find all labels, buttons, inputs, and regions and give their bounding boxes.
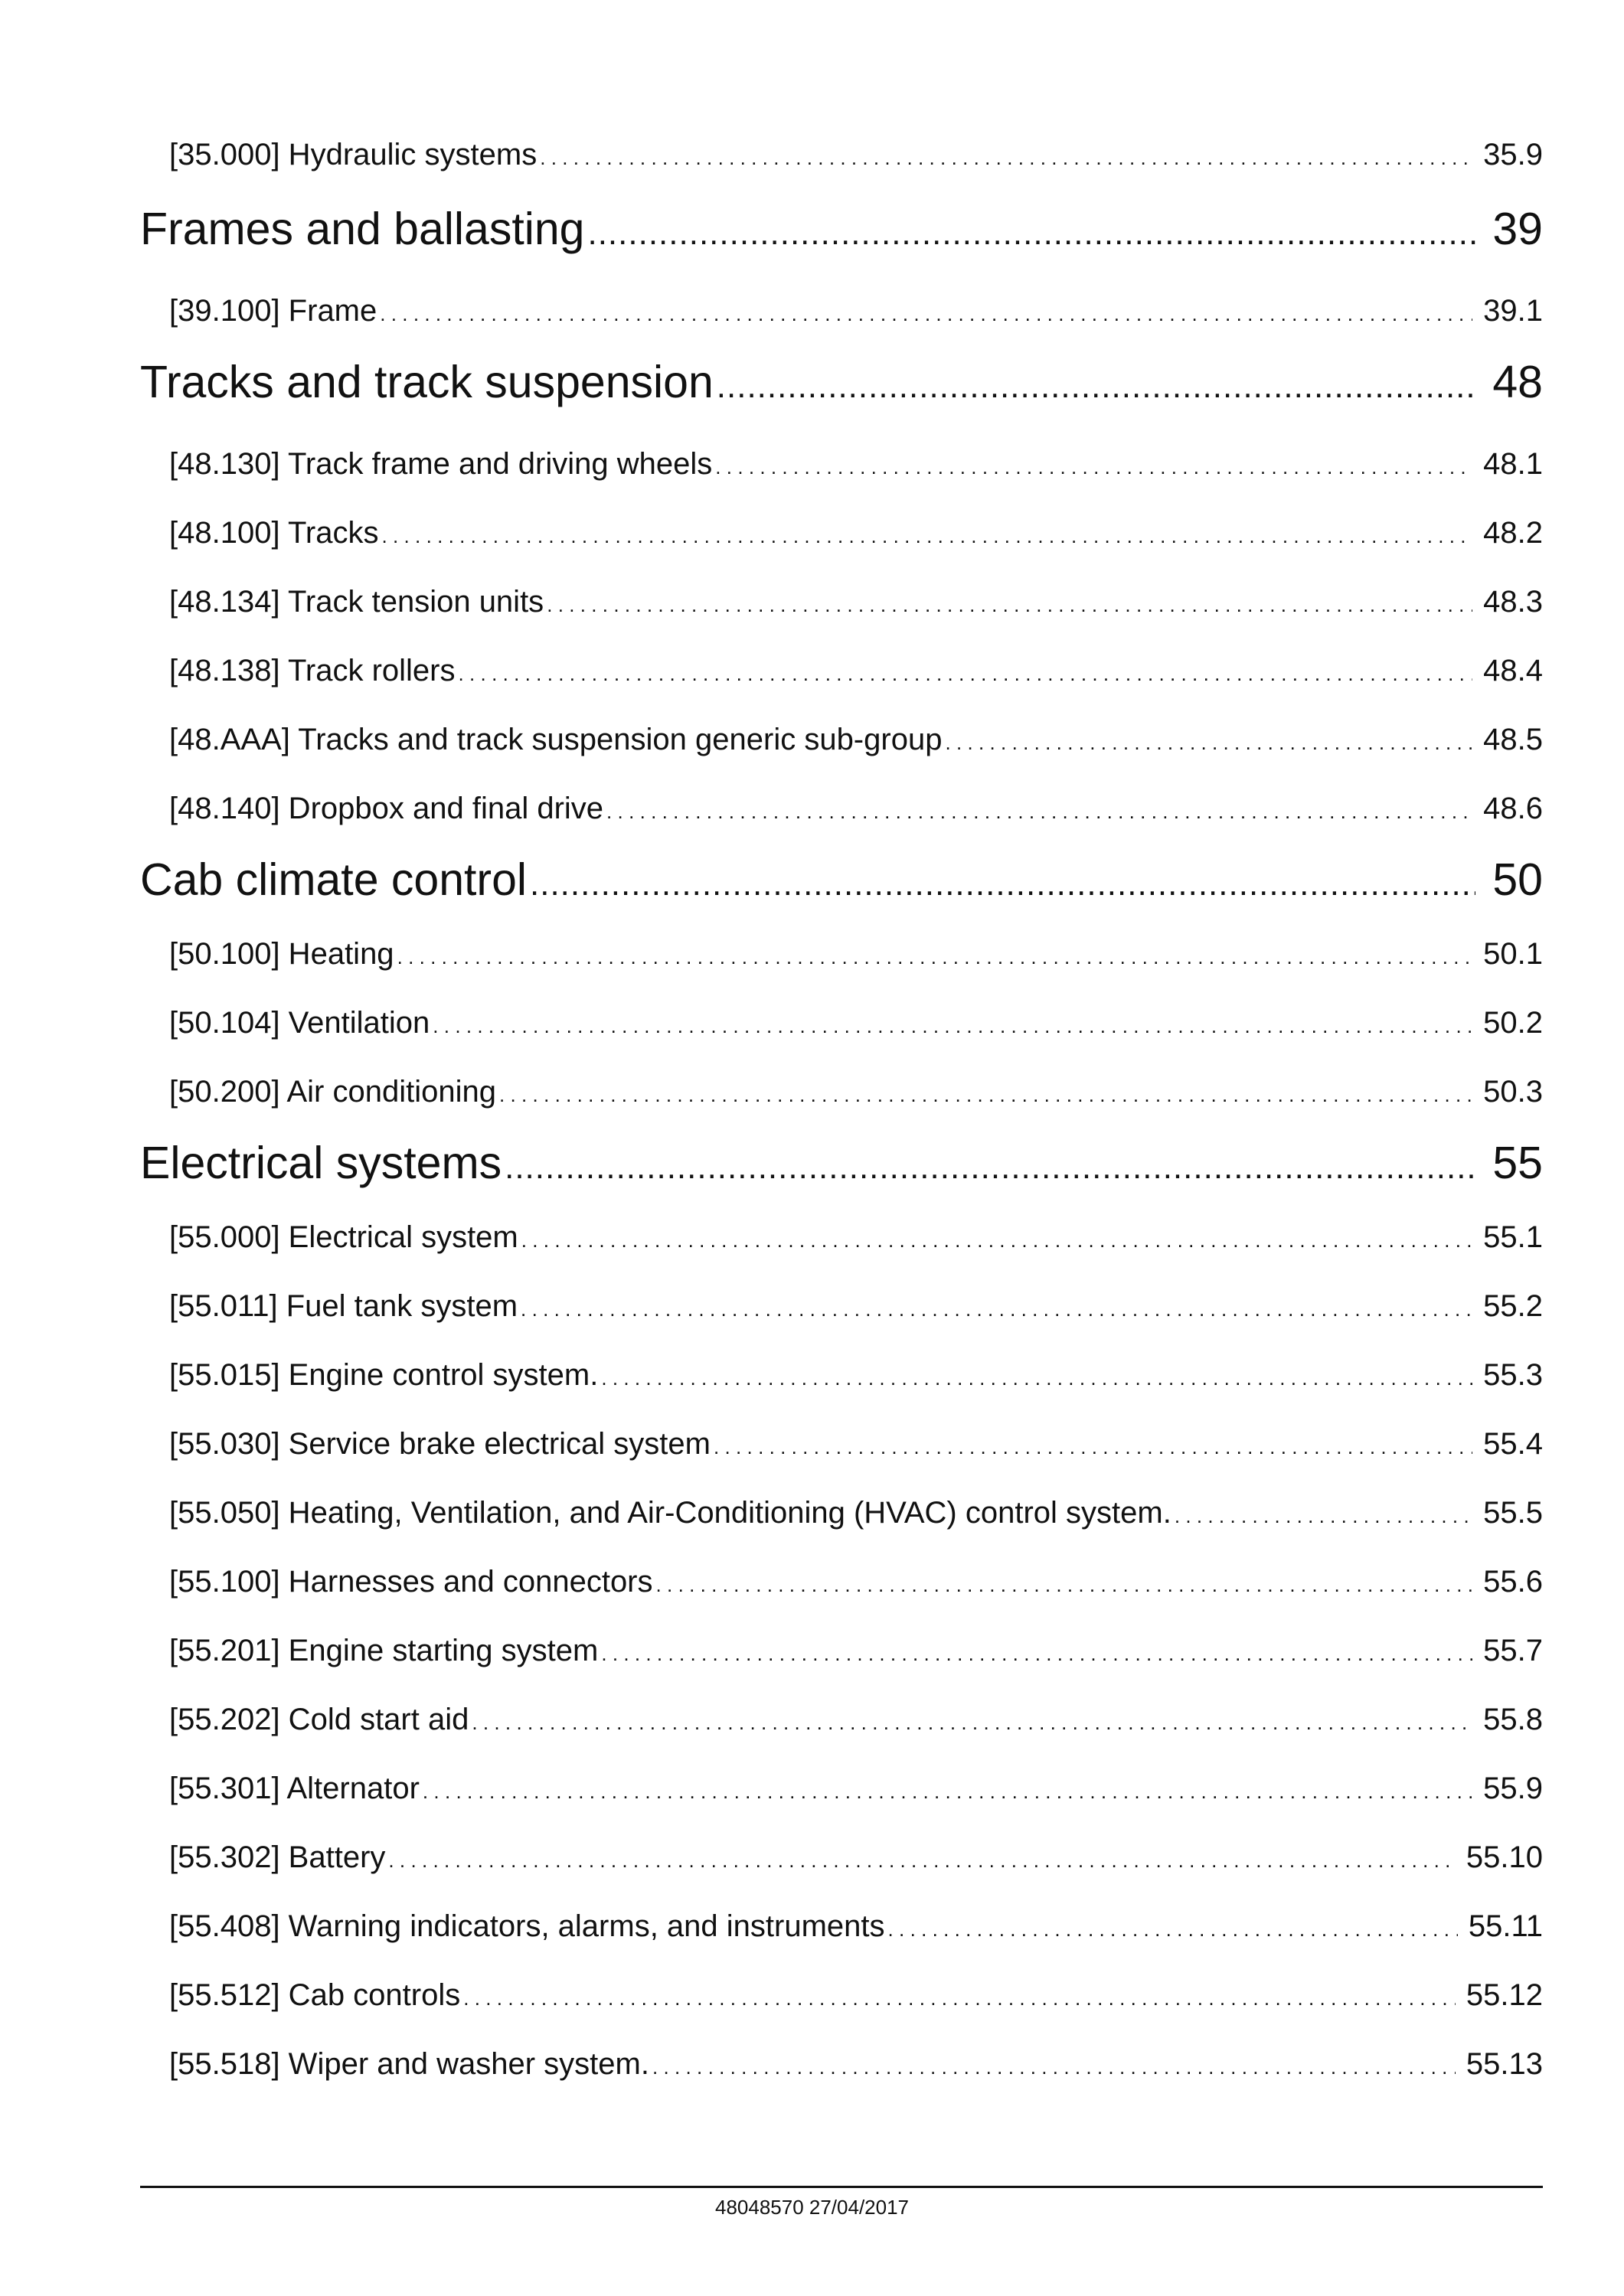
toc-dot-leader [714, 1435, 1472, 1459]
toc-subsection-entry[interactable] [169, 138, 1543, 176]
toc-dot-leader [1175, 1504, 1472, 1528]
toc-entry-title: [55.100] Harnesses and connectors [169, 1565, 653, 1599]
toc-dot-leader [587, 214, 1475, 253]
toc-entry-page-number: 50.3 [1483, 1075, 1543, 1109]
toc-entry-title: [55.512] Cab controls [169, 1978, 461, 2012]
toc-entry-page-number: 48.1 [1483, 447, 1543, 481]
toc-subsection-entry[interactable] [169, 1840, 1543, 1879]
toc-dot-leader [463, 1987, 1456, 2010]
toc-subsection-entry[interactable] [169, 2047, 1543, 2085]
toc-subsection-entry[interactable] [169, 294, 1543, 332]
toc-entry-title: [55.015] Engine control system. [169, 1358, 599, 1392]
toc-dot-leader [547, 593, 1472, 617]
toc-subsection-entry[interactable] [169, 792, 1543, 830]
toc-entry-title: [48.140] Dropbox and final drive [169, 792, 604, 825]
toc-entry-page-number: 55.8 [1483, 1703, 1543, 1736]
toc-dot-leader [381, 524, 1472, 548]
toc-entry-title: Tracks and track suspension [140, 357, 714, 407]
toc-entry-title: [48.100] Tracks [169, 516, 379, 550]
toc-entry-title: [55.000] Electrical system [169, 1220, 518, 1254]
toc-entry-page-number: 50.1 [1483, 937, 1543, 971]
toc-dot-leader [656, 1573, 1473, 1597]
toc-entry-title: [50.104] Ventilation [169, 1006, 430, 1040]
toc-entry-page-number: 55.11 [1468, 1909, 1543, 1943]
footer-divider [140, 2186, 1543, 2188]
toc-entry-page-number: 39 [1492, 204, 1543, 254]
toc-entry-title: [55.011] Fuel tank system [169, 1289, 518, 1323]
toc-subsection-entry[interactable] [169, 1909, 1543, 1948]
toc-entry-page-number: 55.3 [1483, 1358, 1543, 1392]
toc-subsection-entry[interactable] [169, 585, 1543, 623]
toc-entry-title: [48.130] Track frame and driving wheels [169, 447, 713, 481]
toc-subsection-entry[interactable] [169, 1289, 1543, 1328]
toc-entry-page-number: 55.7 [1483, 1634, 1543, 1667]
toc-entry-page-number: 48.2 [1483, 516, 1543, 550]
toc-entry-page-number: 55.9 [1483, 1772, 1543, 1805]
toc-entry-page-number: 55.6 [1483, 1565, 1543, 1599]
toc-dot-leader [499, 1083, 1472, 1107]
toc-entry-title: [39.100] Frame [169, 294, 377, 328]
toc-entry-title: [48.AAA] Tracks and track suspension generic sub-group [169, 723, 943, 756]
toc-subsection-entry[interactable] [169, 1978, 1543, 2017]
toc-entry-page-number: 39.1 [1483, 294, 1543, 328]
toc-entry-page-number: 55 [1492, 1138, 1543, 1188]
toc-subsection-entry[interactable] [169, 937, 1543, 975]
toc-entry-page-number: 48.5 [1483, 723, 1543, 756]
toc-section-entry[interactable] [140, 854, 1543, 907]
toc-entry-page-number: 55.2 [1483, 1289, 1543, 1323]
toc-dot-leader [601, 1367, 1472, 1390]
toc-subsection-entry[interactable] [169, 1772, 1543, 1810]
toc-entry-title: [55.050] Heating, Ventilation, and Air-Conditioning (HVAC) control system. [169, 1496, 1171, 1530]
toc-entry-title: Frames and ballasting [140, 204, 585, 254]
toc-entry-title: [50.200] Air conditioning [169, 1075, 496, 1109]
toc-entry-title: [55.301] Alternator [169, 1772, 420, 1805]
toc-dot-leader [530, 865, 1475, 903]
toc-subsection-entry[interactable] [169, 1358, 1543, 1396]
toc-entry-page-number: 55.12 [1466, 1978, 1543, 2012]
toc-subsection-entry[interactable] [169, 1496, 1543, 1534]
toc-entry-title: [48.134] Track tension units [169, 585, 544, 619]
toc-entry-page-number: 55.10 [1466, 1840, 1543, 1874]
toc-dot-leader [888, 1918, 1458, 1942]
toc-entry-title: Electrical systems [140, 1138, 502, 1188]
toc-entry-title: [55.201] Engine starting system [169, 1634, 599, 1667]
toc-section-entry[interactable] [140, 203, 1543, 256]
toc-entry-page-number: 48.3 [1483, 585, 1543, 619]
toc-section-entry[interactable] [140, 1137, 1543, 1190]
toc-dot-leader [423, 1780, 1472, 1804]
toc-subsection-entry[interactable] [169, 1427, 1543, 1465]
footer-document-reference: 48048570 27/04/2017 [714, 2196, 910, 2219]
toc-dot-leader [521, 1298, 1472, 1321]
toc-dot-leader [715, 456, 1472, 479]
toc-entry-page-number: 35.9 [1483, 138, 1543, 171]
toc-entry-page-number: 48 [1492, 357, 1543, 407]
toc-dot-leader [606, 800, 1472, 824]
toc-subsection-entry[interactable] [169, 1006, 1543, 1044]
toc-dot-leader [388, 1849, 1455, 1873]
toc-dot-leader [472, 1711, 1472, 1735]
toc-entry-page-number: 55.1 [1483, 1220, 1543, 1254]
toc-entry-title: Cab climate control [140, 854, 527, 905]
toc-dot-leader [505, 1148, 1475, 1187]
toc-entry-page-number: 50 [1492, 854, 1543, 905]
toc-dot-leader [433, 1014, 1472, 1038]
toc-entry-page-number: 50.2 [1483, 1006, 1543, 1040]
toc-entry-page-number: 55.4 [1483, 1427, 1543, 1461]
toc-subsection-entry[interactable] [169, 723, 1543, 761]
toc-dot-leader [459, 662, 1473, 686]
toc-entry-page-number: 48.4 [1483, 654, 1543, 687]
toc-dot-leader [397, 946, 1473, 969]
toc-section-entry[interactable] [140, 356, 1543, 410]
toc-dot-leader [652, 2056, 1456, 2079]
toc-subsection-entry[interactable] [169, 516, 1543, 554]
toc-dot-leader [380, 302, 1472, 326]
toc-entry-page-number: 55.5 [1483, 1496, 1543, 1530]
toc-entry-title: [55.202] Cold start aid [169, 1703, 469, 1736]
toc-subsection-entry[interactable] [169, 1075, 1543, 1113]
toc-entry-title: [55.030] Service brake electrical system [169, 1427, 711, 1461]
toc-entry-title: [35.000] Hydraulic systems [169, 138, 538, 171]
toc-dot-leader [945, 731, 1472, 755]
toc-subsection-entry[interactable] [169, 1220, 1543, 1259]
toc-dot-leader [540, 146, 1472, 170]
toc-subsection-entry[interactable] [169, 1634, 1543, 1672]
toc-dot-leader [521, 1229, 1472, 1253]
toc-subsection-entry[interactable] [169, 1565, 1543, 1603]
toc-entry-title: [55.302] Battery [169, 1840, 386, 1874]
toc-entry-page-number: 55.13 [1466, 2047, 1543, 2081]
toc-entry-title: [50.100] Heating [169, 937, 394, 971]
toc-subsection-entry[interactable] [169, 1703, 1543, 1741]
toc-subsection-entry[interactable] [169, 447, 1543, 485]
toc-subsection-entry[interactable] [169, 654, 1543, 692]
toc-dot-leader [601, 1642, 1472, 1666]
toc-entry-title: [48.138] Track rollers [169, 654, 456, 687]
toc-entry-page-number: 48.6 [1483, 792, 1543, 825]
toc-entry-title: [55.518] Wiper and washer system. [169, 2047, 649, 2081]
toc-dot-leader [717, 367, 1476, 406]
toc-entry-title: [55.408] Warning indicators, alarms, and instruments [169, 1909, 885, 1943]
